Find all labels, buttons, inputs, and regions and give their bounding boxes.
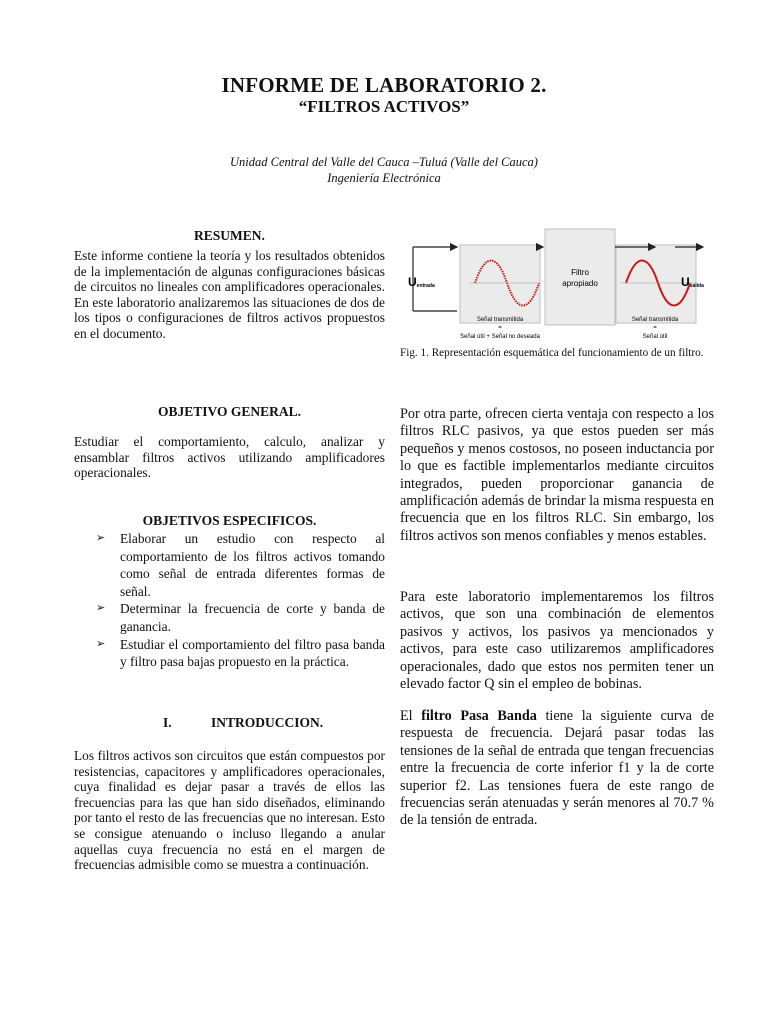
objetivos-especificos-heading: OBJETIVOS ESPECIFICOS.	[142, 513, 317, 528]
section-number: I.	[163, 715, 172, 730]
left-label-3: Señal útil + Señal no deseada	[460, 334, 540, 340]
u-in-label: Uentrada	[408, 275, 435, 289]
right-paragraph-2: Para este laboratorio implementaremos los filtros activos, que son una combinación de elementos pasivos y activos, los pasivos ya mencionados y activos, para este caso utilizaremos amplificadores operacionales, dado que estos nos permiten tener un elevado factor Q sin el empleo de bobinas.	[400, 589, 714, 693]
input-signal-box	[460, 245, 540, 323]
bold-term: filtro Pasa Banda	[421, 708, 537, 724]
list-item: ➢ Elaborar un estudio con respecto al comportamiento de los filtros activos tomando como señal de entrada diferentes formas de señal.	[96, 531, 385, 599]
filter-label-1: Filtro	[571, 268, 589, 277]
arrow-bullet-icon: ➢	[96, 637, 106, 650]
filter-diagram	[405, 223, 705, 348]
list-item: ➢ Estudiar el comportamiento del filtro pasa banda y filtro pasa bajas propuesto en la práctica.	[96, 636, 385, 670]
resumen-heading: RESUMEN.	[194, 228, 265, 243]
objetivo-general-text: Estudiar el comportamiento, calculo, analizar y ensamblar filtros activos utilizando amplificadores operacionales.	[74, 434, 385, 481]
section-title: INTRODUCCION.	[211, 715, 324, 730]
right-label-1: Señal transmitida	[631, 317, 679, 323]
filter-block	[545, 229, 615, 325]
right-label-3: Señal útil	[642, 334, 668, 340]
objetivo-general-heading: OBJETIVO GENERAL.	[157, 404, 301, 419]
affiliation-block	[0, 154, 768, 186]
resumen-text: Este informe contiene la teoría y los resultados obtenidos de la implementación de algunas configuraciones básicas de circuitos no lineales con amplificadores operacionales. En este laboratorio analizaremos las situaciones de dos de los tipos o configuraciones de filtros activos propuestos en el documento.	[74, 248, 385, 341]
left-label-1: Señal transmitida	[476, 317, 524, 323]
objetivos-list	[74, 530, 385, 671]
right-paragraph-3: El filtro Pasa Banda tiene la siguiente curva de respuesta de frecuencia. Dejará pasar todas las tensiones de la señal de entrada que tengan frecuencias entre la frecuencia de corte inferior f1 y la de corte superior f2. Las tensiones fuera de este rango de frecuencias serán atenuadas y serán menores al 70.7 % de la tensión de entrada.	[400, 708, 715, 829]
arrow-bullet-icon: ➢	[96, 602, 106, 615]
introduccion-text: Los filtros activos son circuitos que están compuestos por resistencias, capacitores y amplificadores operacionales, cuya finalidad es dejar pasar a través de ellos las frecuencias para las que han sido diseñados, eliminando por tanto el resto de las frecuencias que no interesan. Esto se consigue atenuando o incluso llegando a anular aquellas cuya frecuencia no está en el margen de frecuencias admisible como se muestra a continuación.	[74, 748, 385, 873]
department: Ingeniería Electrónica	[327, 171, 441, 185]
filter-label-2: apropiado	[562, 279, 598, 288]
paper-title: INFORME DE LABORATORIO 2.	[221, 73, 547, 97]
left-label-2: =	[498, 325, 502, 331]
affiliation: Unidad Central del Valle del Cauca –Tuluá (Valle del Cauca)	[230, 155, 538, 169]
right-paragraph-1: Por otra parte, ofrecen cierta ventaja con respecto a los filtros RLC pasivos, ya que estos pueden ser más pequeños y menos costosos, no poseen inductancia por lo que es factible implementarlos mediante circuitos integrados, pueden proporcionar ganancia de amplificación además de brindar la misma respuesta en frecuencia que en los filtros RLC. Sin embargo, los filtros activos son menos confiables y menos estables.	[400, 406, 714, 544]
u-out-label: Usalida	[681, 275, 704, 289]
paper-subtitle: “FILTROS ACTIVOS”	[298, 97, 470, 116]
right-label-2: =	[653, 325, 657, 331]
list-item: ➢ Determinar la frecuencia de corte y banda de ganancia.	[96, 601, 385, 634]
arrow-bullet-icon: ➢	[96, 532, 106, 544]
figure-caption: Fig. 1. Representación esquemática del funcionamiento de un filtro.	[400, 347, 704, 359]
